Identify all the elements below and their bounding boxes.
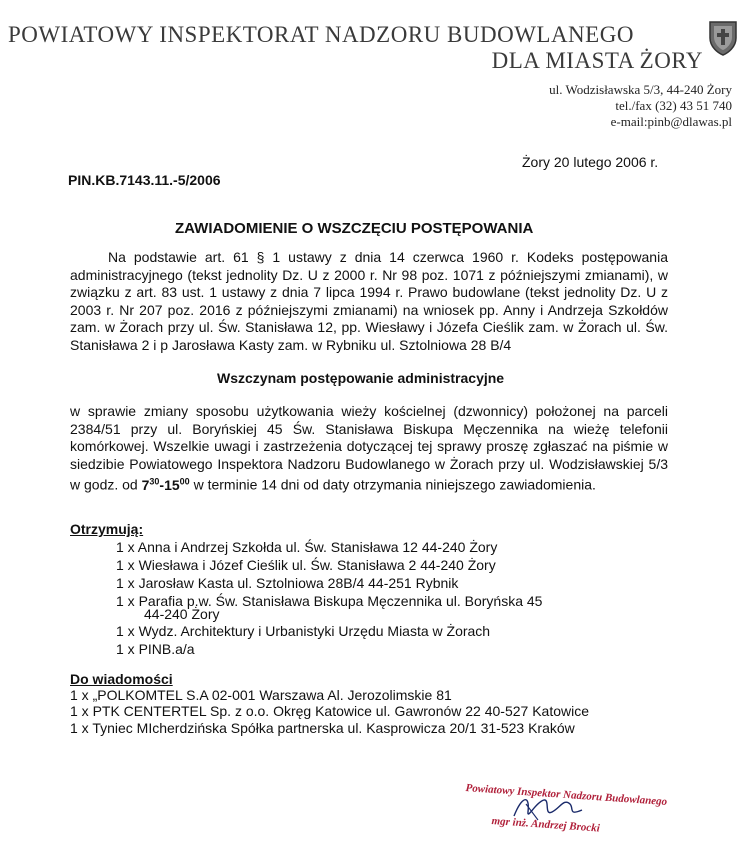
date-line: Żory 20 lutego 2006 r. — [522, 154, 659, 170]
cc-heading: Do wiadomości — [70, 671, 173, 687]
decision-heading: Wszczynam postępowanie administracyjne — [217, 370, 505, 386]
cc-item: 1 x Tyniec MIcherdzińska Spółka partnerska ul. Kasprowicza 20/1 31-523 Kraków — [70, 720, 575, 736]
cc-item: 1 x PTK CENTERTEL Sp. z o.o. Okręg Katowice ul. Gawronów 22 40-527 Katowice — [70, 703, 590, 719]
recipient-item: 1 x Parafia p.w. Św. Stanisława Biskupa Męczennika ul. Boryńska 45 — [116, 593, 543, 609]
recipient-item-continuation: 44-240 Żory — [144, 606, 220, 622]
address: ul. Wodzisławska 5/3, 44-240 Żory — [549, 82, 732, 97]
email: e-mail:pinb@dlawas.pl — [610, 114, 732, 129]
document-title: ZAWIADOMIENIE O WSZCZĘCIU POSTĘPOWANIA — [175, 220, 534, 237]
office-hours: $7^{30}-15^{00}$ — [141, 476, 190, 493]
recipient-item: 1 x Wiesława i Józef Cieślik ul. Św. Stanisława 2 44-240 Żory — [116, 557, 496, 573]
recipients-heading: Otrzymują: — [70, 521, 144, 537]
decision-text-after: w terminie 14 dni od daty otrzymania niniejszego zawiadomienia. — [189, 476, 596, 493]
org-name-line2: DLA MIASTA ŻORY — [491, 48, 703, 73]
stamp-line2: mgr inż. Andrzej Brocki — [491, 815, 601, 835]
coat-of-arms-icon — [708, 20, 738, 56]
cc-item: 1 x „POLKOMTEL S.A 02-001 Warszawa Al. Jerozolimskie 81 — [70, 687, 452, 703]
decision-paragraph — [70, 403, 668, 494]
phone: tel./fax (32) 43 51 740 — [615, 98, 732, 113]
org-name-line1: POWIATOWY INSPEKTORAT NADZORU BUDOWLANEGO — [8, 22, 634, 47]
reference-number: PIN.KB.7143.11.-5/2006 — [68, 172, 221, 188]
decision-text-before: w sprawie zmiany sposobu użytkowania wieży kościelnej (dzwonnicy) położonej na parceli 2384/51 przy ul. Boryńskiej 45 Św. Stanisława Biskupa Męczennika na wieżę telefonii komórkowej. Wszelkie uwagi i zastrzeżenia dotyczącej tej sprawy proszę zgłaszać na piśmie w siedzibie Powiatowego Inspektora Nadzoru Budowlanego w Żorach przy ul. Wodzisławskiej 5/3 w godz. od — [70, 403, 668, 493]
recipient-item: 1 x Anna i Andrzej Szkołda ul. Św. Stanisława 12 44-240 Żory — [116, 539, 498, 555]
stamp-line1: Powiatowy Inspektor Nadzoru Budowlanego — [465, 782, 668, 809]
recipient-item: 1 x Jarosław Kasta ul. Sztolniowa 28B/4 44-251 Rybnik — [116, 575, 459, 591]
recipient-item: 1 x Wydz. Architektury i Urbanistyki Urzędu Miasta w Żorach — [116, 623, 491, 639]
recipient-item: 1 x PINB.a/a — [116, 641, 195, 657]
intro-paragraph: Na podstawie art. 61 § 1 ustawy z dnia 14 czerwca 1960 r. Kodeks postępowania administracyjnego (tekst jednolity Dz. U z 2000 r. Nr 98 poz. 1071 z późniejszymi zmianami), w związku z art. 83 ust. 1 ustawy z dnia 7 lipca 1994 r. Prawo budowlane (tekst jednolity Dz. U z 2003 r. Nr 207 poz. 2016 z późniejszymi zmianami) na wniosek pp. Anny i Andrzeja Szkołdów zam. w Żorach przy ul. Św. Stanisława 12, pp. Wiesławy i Józefa Cieślik zam. w Żorach ul. Św. Stanisława 2 i p Jarosława Kasty zam. w Rybniku ul. Sztolniowa 28 B/4 — [70, 249, 668, 353]
